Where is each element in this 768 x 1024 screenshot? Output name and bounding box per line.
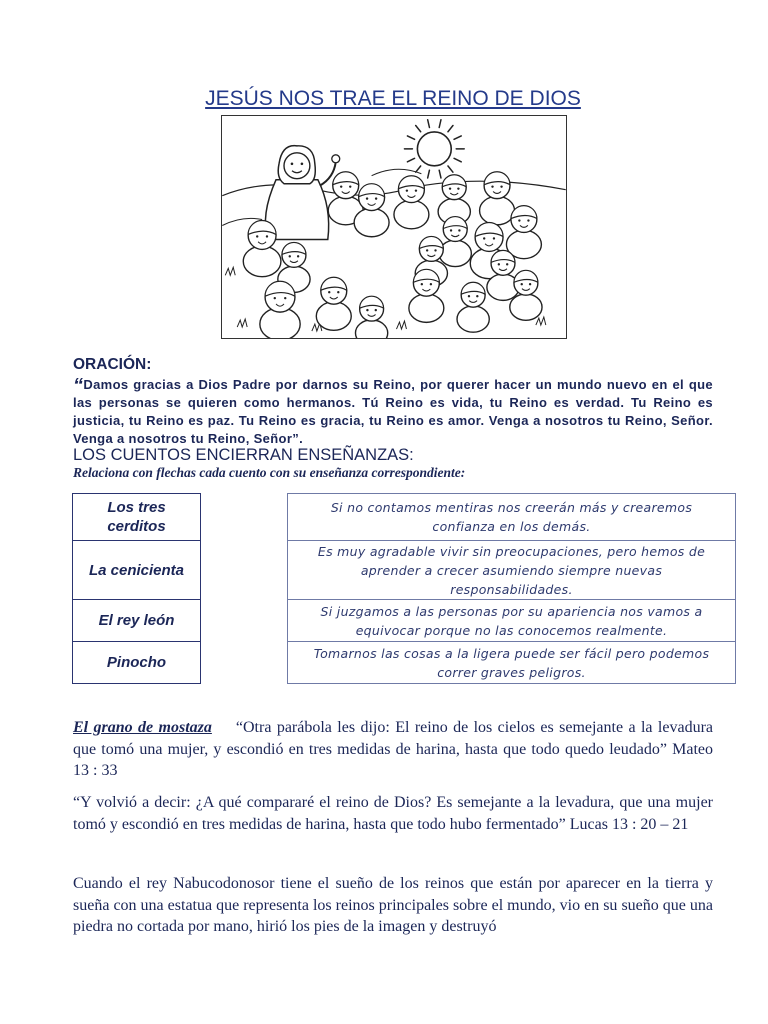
lesson-cell: Tomarnos las cosas a la ligera puede ser fácil pero podemos correr graves peligros. bbox=[288, 641, 735, 683]
sun-ray bbox=[407, 136, 414, 139]
sun-ray bbox=[439, 120, 441, 128]
reading-text: “Otra parábola les dijo: El reino de los cielos es semejante a la levadura que tomó una mujer, y escondió en tres medidas de harina, hasta que todo quedo leudado” Mateo 13 : 33 bbox=[73, 719, 713, 779]
stories-heading: LOS CUENTOS ENCIERRAN ENSEÑANZAS: bbox=[73, 446, 414, 464]
lesson-cell: Es muy agradable vivir sin preocupaciones, pero hemos de aprender a crecer asumiendo siempre nuevas responsabilidades. bbox=[288, 540, 735, 599]
child-body bbox=[510, 294, 542, 320]
lesson-cell: Si no contamos mentiras nos creerán más y crearemos confianza en los demás. bbox=[330, 500, 693, 534]
child-body bbox=[409, 294, 444, 322]
sun-ray bbox=[454, 158, 461, 161]
grass-tuft bbox=[237, 319, 247, 327]
reading-nebuchadnezzar bbox=[73, 873, 713, 938]
child-body bbox=[355, 320, 387, 338]
jesus-head bbox=[284, 153, 310, 179]
story-cell: El rey león bbox=[73, 599, 200, 641]
story-cell: Pinocho bbox=[73, 641, 200, 683]
page-title: JESÚS NOS TRAE EL REINO DE DIOS bbox=[205, 87, 581, 110]
child-eye bbox=[521, 283, 523, 285]
reading-mustard-seed bbox=[73, 717, 713, 782]
child-eye bbox=[328, 291, 330, 293]
child-eye bbox=[375, 309, 377, 311]
reading-text: Cuando el rey Nabucodonosor tiene el sueño de los reinos que están por aparecer en la tierra y sueña con una estatua que representa los reinos principales sobre el mundo, vio en su sueño que una piedra no cortada por mano, hirió los pies de la imagen y destruyó bbox=[73, 875, 713, 935]
child-eye bbox=[529, 283, 531, 285]
hill-line bbox=[372, 169, 422, 176]
sun-ray bbox=[407, 158, 414, 161]
reading-title: El grano de mostaza bbox=[73, 719, 212, 736]
sun-ray bbox=[428, 170, 430, 178]
child-eye bbox=[375, 197, 377, 199]
story-cell: La cenicienta bbox=[73, 540, 200, 599]
child-eye bbox=[366, 197, 368, 199]
prayer-heading: ORACIÓN: bbox=[73, 356, 152, 373]
child-eye bbox=[289, 255, 291, 257]
child-eye bbox=[366, 309, 368, 311]
child-eye bbox=[430, 283, 432, 285]
sun-ray bbox=[439, 170, 441, 178]
child-eye bbox=[434, 249, 436, 251]
sun-ray bbox=[428, 120, 430, 128]
sun-ray bbox=[416, 166, 421, 172]
prayer-text-block bbox=[73, 376, 713, 448]
reading-text: “Y volvió a decir: ¿A qué compararé el reino de Dios? Es semejante a la levadura, que una mujer tomó y escondió en tres medidas de harina, hasta que todo hubo fermentado” Lucas 13 : 20 – 21 bbox=[73, 794, 713, 833]
stories-table bbox=[72, 493, 201, 684]
child-eye bbox=[449, 187, 451, 189]
child-body bbox=[457, 306, 489, 332]
child-eye bbox=[256, 235, 258, 237]
child-eye bbox=[458, 229, 460, 231]
child-eye bbox=[349, 185, 351, 187]
story-cell: Los tres cerditos bbox=[107, 499, 166, 535]
child-body bbox=[243, 246, 281, 277]
child-eye bbox=[506, 263, 508, 265]
child-eye bbox=[297, 255, 299, 257]
child-eye bbox=[450, 229, 452, 231]
sun-ray bbox=[416, 126, 421, 132]
prayer-open-quote: “ bbox=[73, 375, 84, 397]
child-eye bbox=[527, 219, 529, 221]
stories-instruction: Relaciona con flechas cada cuento con su enseñanza correspondiente: bbox=[73, 465, 466, 480]
prayer-text: Damos gracias a Dios Padre por darnos su Reino, por querer hacer un mundo nuevo en el que las personas se quieren como hermanos. Tú Reino es vida, tu Reino es verdad. Tu Reino es justicia, tu Reino es paz. Tu Reino es gracia, tu Reino es amor. Venga a nosotros tu Reino, Señor. Venga a nosotros tu Reino, Señor”. bbox=[73, 377, 713, 446]
illustration-jesus-children bbox=[221, 115, 567, 339]
illustration-drawing bbox=[222, 116, 566, 338]
child-eye bbox=[483, 237, 485, 239]
reading-luke bbox=[73, 792, 713, 835]
child-eye bbox=[337, 291, 339, 293]
jesus-eye bbox=[291, 162, 294, 165]
child-eye bbox=[491, 185, 493, 187]
child-eye bbox=[476, 295, 478, 297]
child-body bbox=[354, 208, 389, 236]
grass-tuft bbox=[536, 317, 546, 325]
sun-ray bbox=[454, 136, 461, 139]
child-eye bbox=[426, 249, 428, 251]
child-eye bbox=[340, 185, 342, 187]
jesus-eye bbox=[301, 162, 304, 165]
child-eye bbox=[498, 263, 500, 265]
child-body bbox=[480, 196, 515, 224]
child-eye bbox=[500, 185, 502, 187]
child-eye bbox=[518, 219, 520, 221]
grass-tuft bbox=[396, 321, 406, 329]
child-eye bbox=[415, 189, 417, 191]
child-eye bbox=[266, 235, 268, 237]
child-eye bbox=[284, 297, 286, 299]
child-eye bbox=[493, 237, 495, 239]
child-eye bbox=[457, 187, 459, 189]
lesson-cell: Si juzgamos a las personas por su apariencia nos vamos a equivocar porque no las conocemos realmente. bbox=[288, 599, 735, 641]
child-body bbox=[316, 302, 351, 330]
jesus-hand bbox=[332, 155, 340, 163]
sun-ray bbox=[448, 166, 453, 172]
child-body bbox=[439, 240, 471, 266]
child-eye bbox=[406, 189, 408, 191]
grass-tuft bbox=[225, 267, 235, 275]
child-eye bbox=[468, 295, 470, 297]
lessons-table bbox=[287, 493, 736, 684]
child-eye bbox=[274, 297, 276, 299]
sun bbox=[417, 132, 451, 166]
child-eye bbox=[421, 283, 423, 285]
sun-ray bbox=[448, 126, 453, 132]
child-body bbox=[394, 200, 429, 228]
